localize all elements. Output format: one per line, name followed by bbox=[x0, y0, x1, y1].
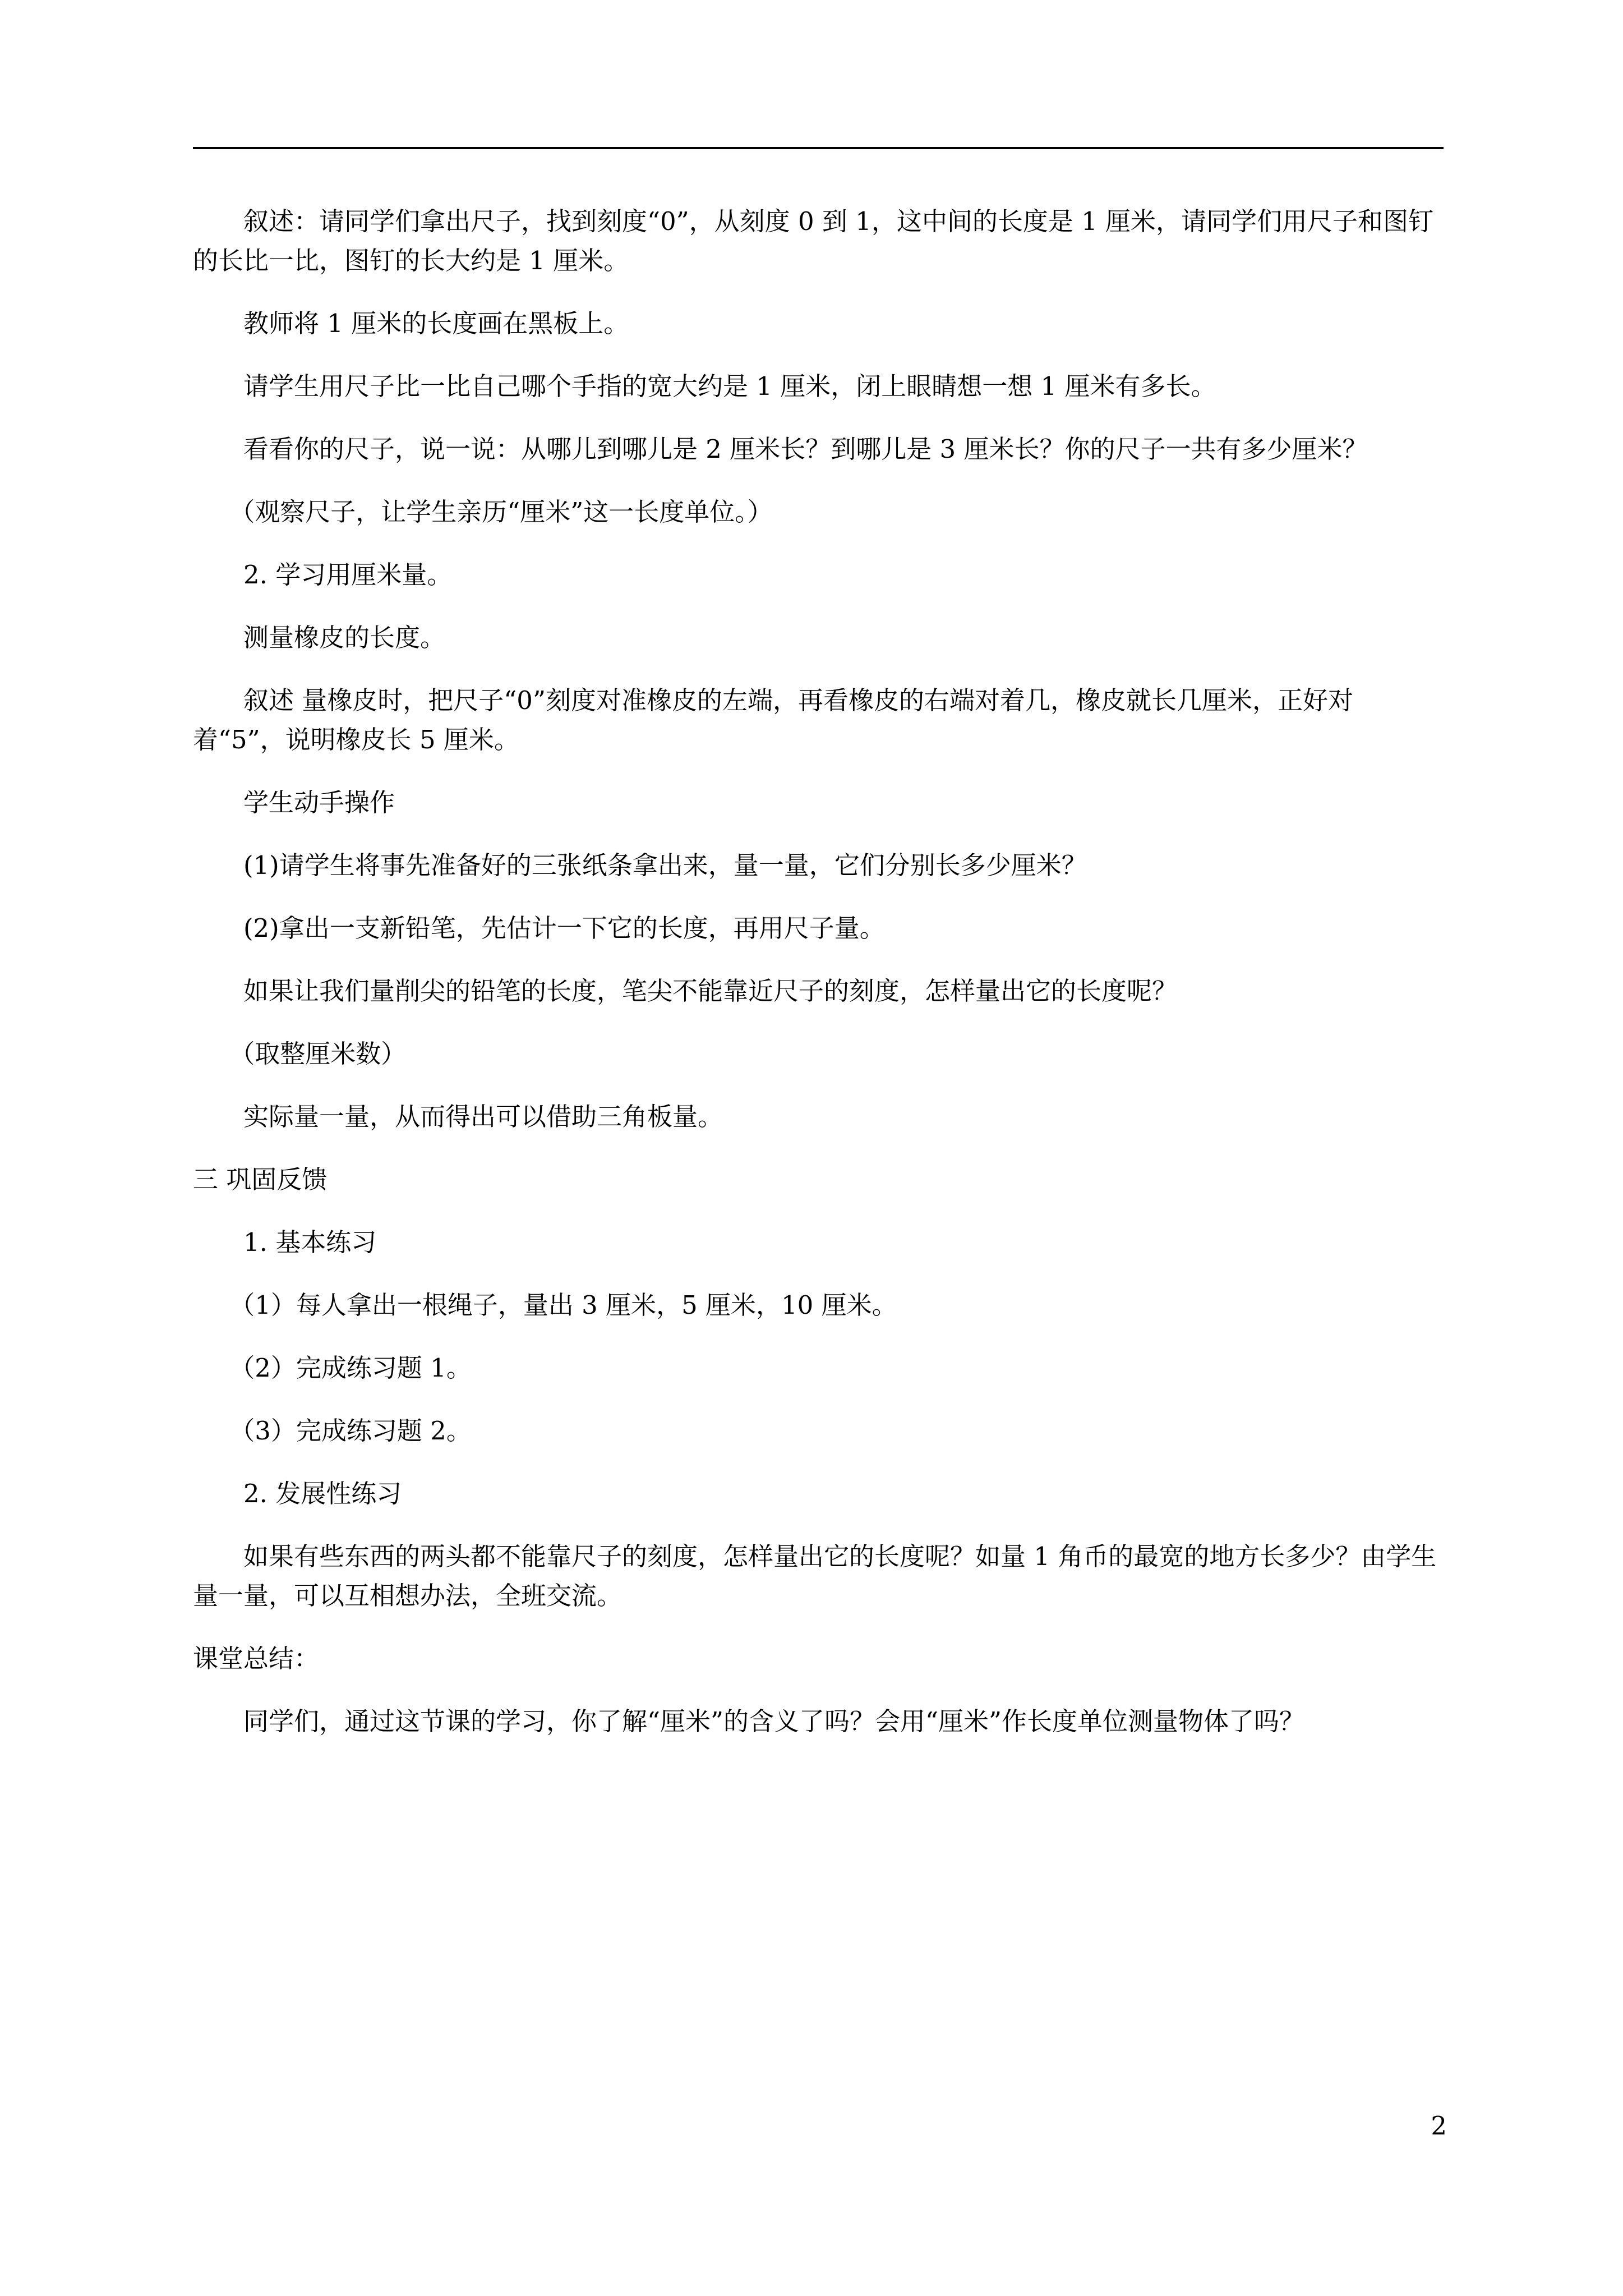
section-heading-consolidation: 三 巩固反馈 bbox=[193, 1165, 328, 1194]
paragraph-teacher-draws: 教师将 1 厘米的长度画在黑板上。 bbox=[243, 309, 629, 338]
paragraph-narration-eraser: 叙述 量橡皮时，把尺子“0”刻度对准橡皮的左端，再看橡皮的右端对着几，橡皮就长几厘米，正好对着“5”，说明橡皮长 5 厘米。 bbox=[193, 685, 1353, 754]
section-heading-learn-measure: 2. 学习用厘米量。 bbox=[243, 560, 453, 590]
list-item-paper-strips: (1)请学生将事先准备好的三张纸条拿出来，量一量，它们分别长多少厘米？ bbox=[243, 850, 1087, 880]
list-item-exercise-2: （3）完成练习题 2。 bbox=[229, 1416, 472, 1446]
paragraph-measure-eraser: 测量橡皮的长度。 bbox=[243, 623, 446, 652]
paragraph-look-at-ruler: 看看你的尺子，说一说：从哪儿到哪儿是 2 厘米长？到哪儿是 3 厘米长？你的尺子一共有多少厘米？ bbox=[243, 434, 1368, 464]
paragraph-narration-ruler: 叙述：请同学们拿出尺子，找到刻度“0”，从刻度 0 到 1，这中间的长度是 1 厘米，请同学们用尺子和图钉的长比一比，图钉的长大约是 1 厘米。 bbox=[193, 206, 1434, 275]
paragraph-coin-measure: 如果有些东西的两头都不能靠尺子的刻度，怎样量出它的长度呢？如量 1 角币的最宽的地方长多少？由学生量一量，可以互相想办法，全班交流。 bbox=[193, 1542, 1437, 1611]
list-item-exercise-1: （2）完成练习题 1。 bbox=[229, 1353, 472, 1383]
list-item-rope: （1）每人拿出一根绳子，量出 3 厘米，5 厘米，10 厘米。 bbox=[229, 1290, 897, 1320]
page-number: 2 bbox=[1431, 2111, 1447, 2141]
subheading-basic-practice: 1. 基本练习 bbox=[243, 1227, 377, 1257]
subheading-extension-practice: 2. 发展性练习 bbox=[243, 1479, 402, 1508]
paragraph-whole-cm-note: （取整厘米数） bbox=[229, 1039, 407, 1069]
section-heading-summary: 课堂总结： bbox=[193, 1644, 320, 1673]
header-rule bbox=[193, 147, 1444, 149]
paragraph-set-square: 实际量一量，从而得出可以借助三角板量。 bbox=[243, 1102, 723, 1131]
paragraph-finger-width: 请学生用尺子比一比自己哪个手指的宽大约是 1 厘米，闭上眼睛想一想 1 厘米有多长。 bbox=[243, 371, 1216, 401]
paragraph-summary: 同学们，通过这节课的学习，你了解“厘米”的含义了吗？会用“厘米”作长度单位测量物体了吗？ bbox=[243, 1706, 1305, 1736]
paragraph-hands-on: 学生动手操作 bbox=[243, 788, 395, 817]
list-item-new-pencil: (2)拿出一支新铅笔，先估计一下它的长度，再用尺子量。 bbox=[243, 913, 885, 943]
paragraph-observe-note: （观察尺子，让学生亲历“厘米”这一长度单位。） bbox=[229, 497, 773, 527]
document-body bbox=[193, 202, 1445, 1765]
paragraph-sharpened-pencil: 如果让我们量削尖的铅笔的长度，笔尖不能靠近尺子的刻度，怎样量出它的长度呢？ bbox=[243, 976, 1178, 1006]
